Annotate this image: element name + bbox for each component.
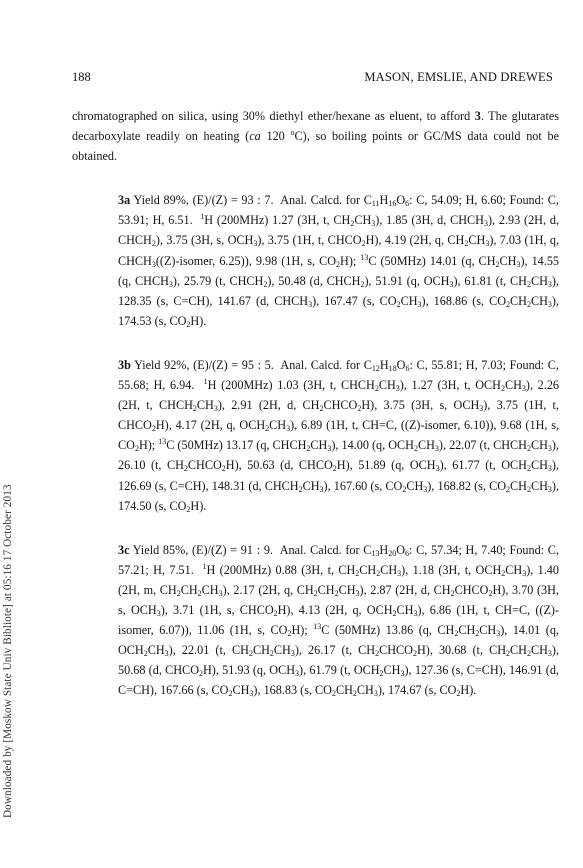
compound-3a-entry: [72, 190, 559, 331]
compound-3c-text: Yield 85%, (E)/(Z) = 91 : 9. Anal. Calcd. for $C_{13}H_{20}O_6$: C, 57.34; H, 7.40; Found: C, 57.21; H, 7.51. $^1$H (200MHz) 0.88 (3H, t, $CH_2CH_2CH_3$), 1.18 (3H, t, $OCH_2CH_3$), 1.40 (2H, m, $CH_2CH_2CH_3$), 2.17 (2H, q, $CH_2CH_2CH_3$), 2.87 (2H, d, $CH_2CHCO_2H$), 3.70 (3H, s, $OCH_3$), 3.71 (1H, s, $CHCO_2H$), 4.13 (2H, q, $OCH_2CH_3$), 6.86 (1H, t, CH=C, ((Z)-isomer, 6.07)), 11.06 (1H, s, $CO_2H$); $^{13}$C (50MHz) 13.86 (q, $CH_2CH_2CH_3$), 14.01 (q, $OCH_2CH_3$), 22.01 (t, $CH_2CH_2CH_3$), 26.17 (t, $CH_2CHCO_2H$), 30.68 (t, $CH_2CH_2CH_3$), 50.68 (d, $CHCO_2H$), 51.93 (q, $OCH_3$), 61.79 (t, $OCH_2CH_3$), 127.36 (s, C=CH), 146.91 (d, C=CH), 167.66 (s, $CO_2CH_3$), 168.83 (s, $CO_2CH_2CH_3$), 174.67 (s, $CO_2H$).: [118, 542, 560, 699]
running-head: MASON, EMSLIE, AND DREWES: [364, 70, 553, 84]
page-header: [72, 70, 553, 88]
compound-3c-entry: [72, 540, 559, 701]
compound-label-3c: 3c: [118, 542, 130, 557]
page-body: [72, 106, 559, 700]
compound-label-3b: 3b: [118, 357, 131, 372]
compound-3a-text: Yield 89%, (E)/(Z) = 93 : 7. Anal. Calcd. for $C_{11}H_{16}O_6$: C, 54.09; H, 6.60; Found: C, 53.91; H, 6.51. $^1$H (200MHz) 1.27 (3H, t, $CH_2CH_3$), 1.85 (3H, d, $CHCH_3$), 2.93 (2H, d, $CHCH_2$), 3.75 (3H, s, $OCH_3$), 3.75 (1H, t, $CHCO_2H$), 4.19 (2H, q, $CH_2CH_3$), 7.03 (1H, q, $CHCH_3((Z)$-isomer, 6.25)), 9.98 (1H, s, $CO_2H$); $^{13}$C (50MHz) 14.01 (q, $CH_2CH_3$), 14.55 (q, $CHCH_3$), 25.79 (t, $CHCH_2$), 50.48 (d, $CHCH_2$), 51.91 (q, $OCH_3$), 61.81 (t, $CH_2CH_3$), 128.35 (s, C=CH), 141.67 (d, $CHCH_3$), 167.47 (s, $CO_2CH_3$), 168.86 (s, $CO_2CH_2CH_3$), 174.53 (s, $CO_2H$).: [118, 193, 560, 329]
compound-3b-entry: [72, 355, 559, 516]
compound-3b-text: Yield 92%, (E)/(Z) = 95 : 5. Anal. Calcd. for $C_{12}H_{18}O_6$: C, 55.81; H, 7.03; Found: C, 55.68; H, 6.94. $^1$H (200MHz) 1.03 (3H, t, $CHCH_2CH_3$), 1.27 (3H, t, $OCH_2CH_3$), 2.26 (2H, t, $CHCH_2CH_3$), 2.91 (2H, d, $CH_2CHCO_2H$), 3.75 (3H, s, $OCH_3$), 3.75 (1H, t, $CHCO_2H$), 4.17 (2H, q, $OCH_2CH_3$), 6.89 (1H, t, CH=C, ((Z)-isomer, 6.10)), 9.68 (1H, s, $CO_2H$); $^{13}$C (50MHz) 13.17 (q, $CHCH_2CH_3$), 14.00 (q, $OCH_2CH_3$), 22.07 (t, $CHCH_2CH_3$), 26.10 (t, $CH_2CHCO_2H$), 50.63 (d, $CHCO_2H$), 51.89 (q, $OCH_3$), 61.77 (t, $OCH_2CH_3$), 126.69 (s, C=CH), 148.31 (d, $CHCH_2CH_3$), 167.60 (s, $CO_2CH_3$), 168.82 (s, $CO_2CH_2CH_3$), 174.50 (s, $CO_2H$).: [118, 357, 560, 514]
intro-paragraph: chromatographed on silica, using 30% diethyl ether/hexane as eluent, to afford 3. The glutarates decarboxylate readily on heating (ca 120 $^o$C), so boiling points or GC/MS data could not be obtained.: [72, 109, 560, 164]
compound-label-3a: 3a: [118, 193, 131, 208]
download-watermark: Downloaded by [Moskow State Univ Bibliote] at 05:16 17 October 2013: [2, 484, 14, 818]
page-number: 188: [72, 70, 91, 84]
